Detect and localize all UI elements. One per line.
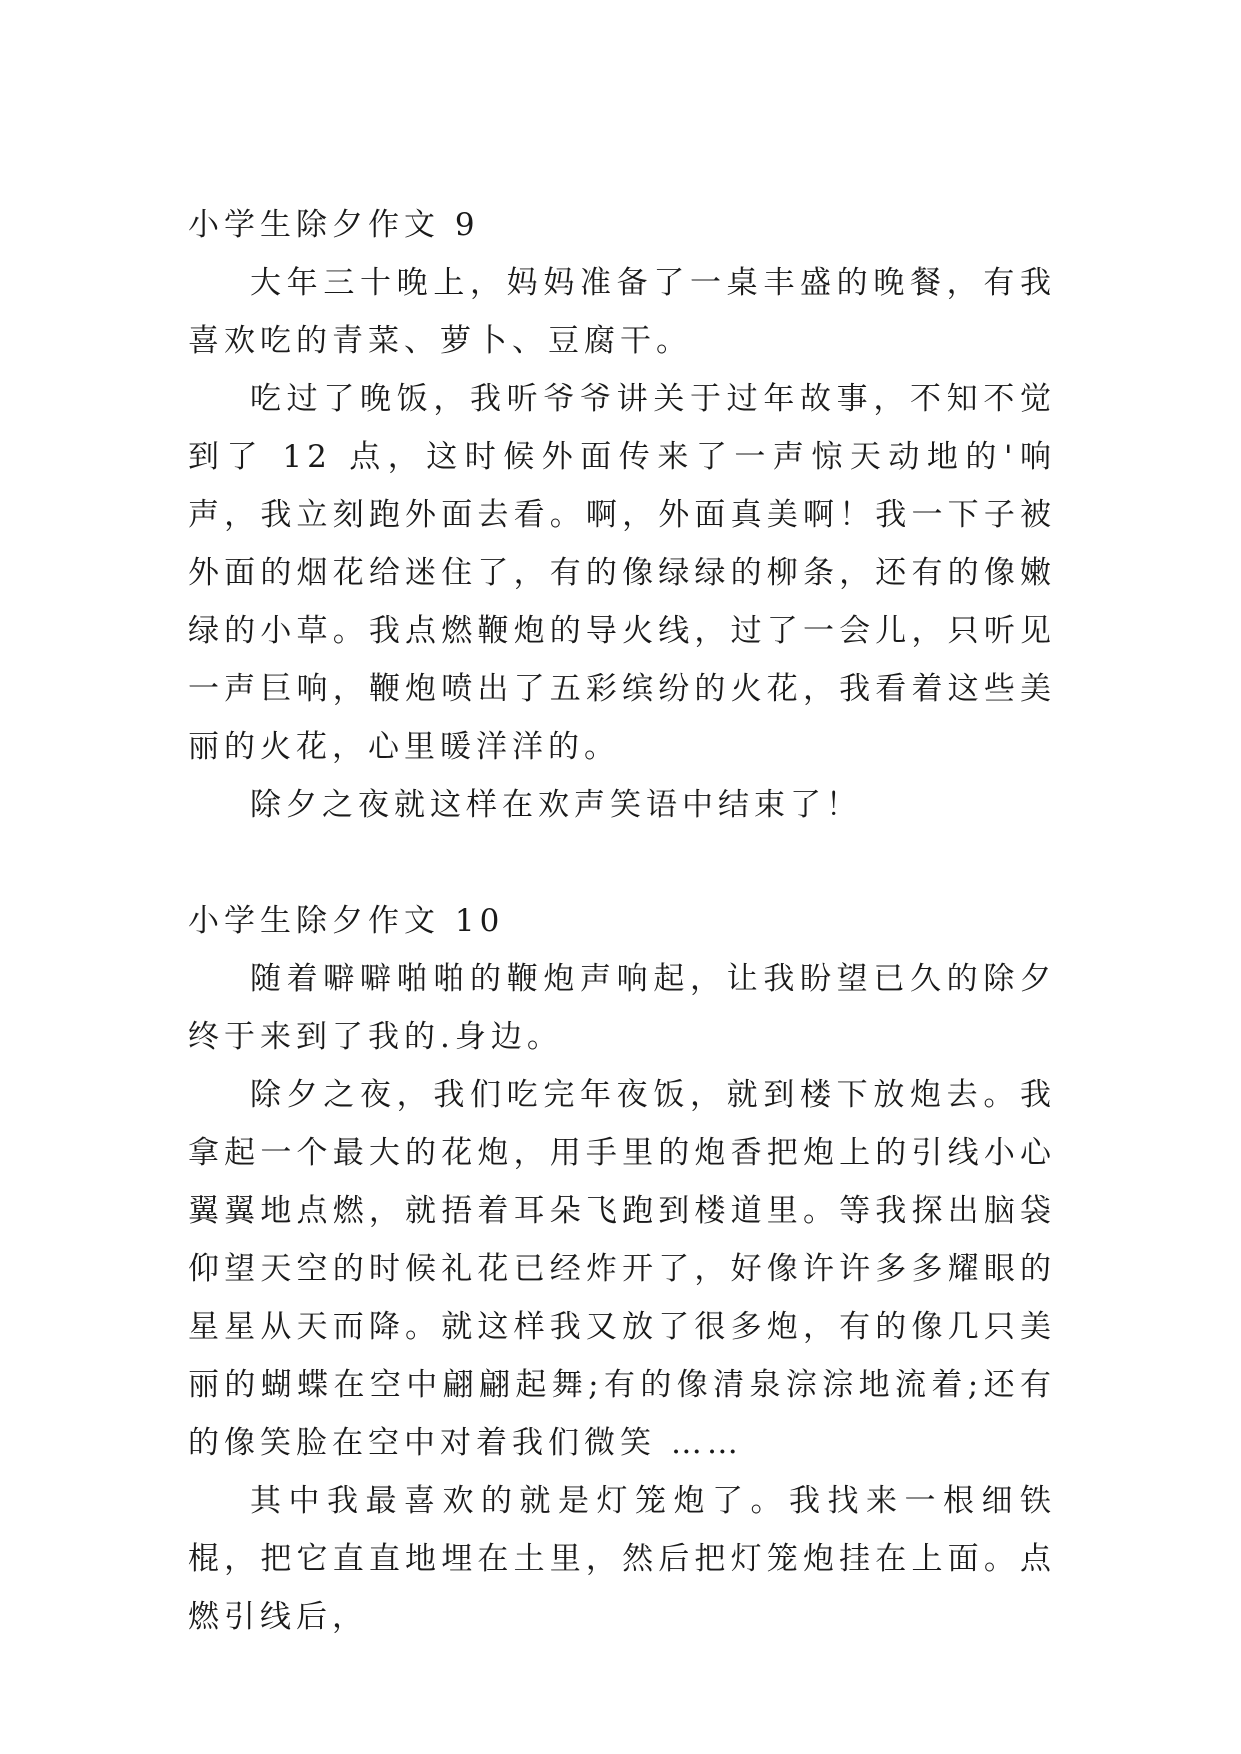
- essay-paragraph: 吃过了晚饭，我听爷爷讲关于过年故事，不知不觉到了 12 点，这时候外面传来了一声惊天动地的'响声，我立刻跑外面去看。啊，外面真美啊！我一下子被外面的烟花给迷住了，有的像绿绿的柳条，还有的像嫩绿的小草。我点燃鞭炮的导火线，过了一会儿，只听见一声巨响，鞭炮喷出了五彩缤纷的火花，我看着这些美丽的火花，心里暖洋洋的。: [188, 381, 1056, 765]
- essay-paragraph: 随着噼噼啪啪的鞭炮声响起，让我盼望已久的除夕终于来到了我的.身边。: [188, 961, 1056, 1055]
- essay-paragraph: 除夕之夜，我们吃完年夜饭，就到楼下放炮去。我拿起一个最大的花炮，用手里的炮香把炮上的引线小心翼翼地点燃，就捂着耳朵飞跑到楼道里。等我探出脑袋仰望天空的时候礼花已经炸开了，好像许许多多耀眼的星星从天而降。就这样我又放了很多炮，有的像几只美丽的蝴蝶在空中翩翩起舞;有的像清泉淙淙地流着;还有的像笑脸在空中对着我们微笑 ……: [188, 1077, 1056, 1461]
- essay-paragraph: 大年三十晚上，妈妈准备了一桌丰盛的晚餐，有我喜欢吃的青菜、萝卜、豆腐干。: [188, 265, 1056, 359]
- essay-title: 小学生除夕作文 10: [188, 903, 505, 939]
- essay-title: 小学生除夕作文 9: [188, 207, 480, 243]
- essay-paragraph: 其中我最喜欢的就是灯笼炮了。我找来一根细铁棍，把它直直地埋在土里，然后把灯笼炮挂在上面。点燃引线后，: [188, 1483, 1056, 1635]
- document-body: [188, 196, 1056, 1646]
- essay-paragraph: 除夕之夜就这样在欢声笑语中结束了！: [250, 787, 862, 823]
- essay-10: [188, 892, 1056, 1646]
- essay-9: [188, 196, 1056, 834]
